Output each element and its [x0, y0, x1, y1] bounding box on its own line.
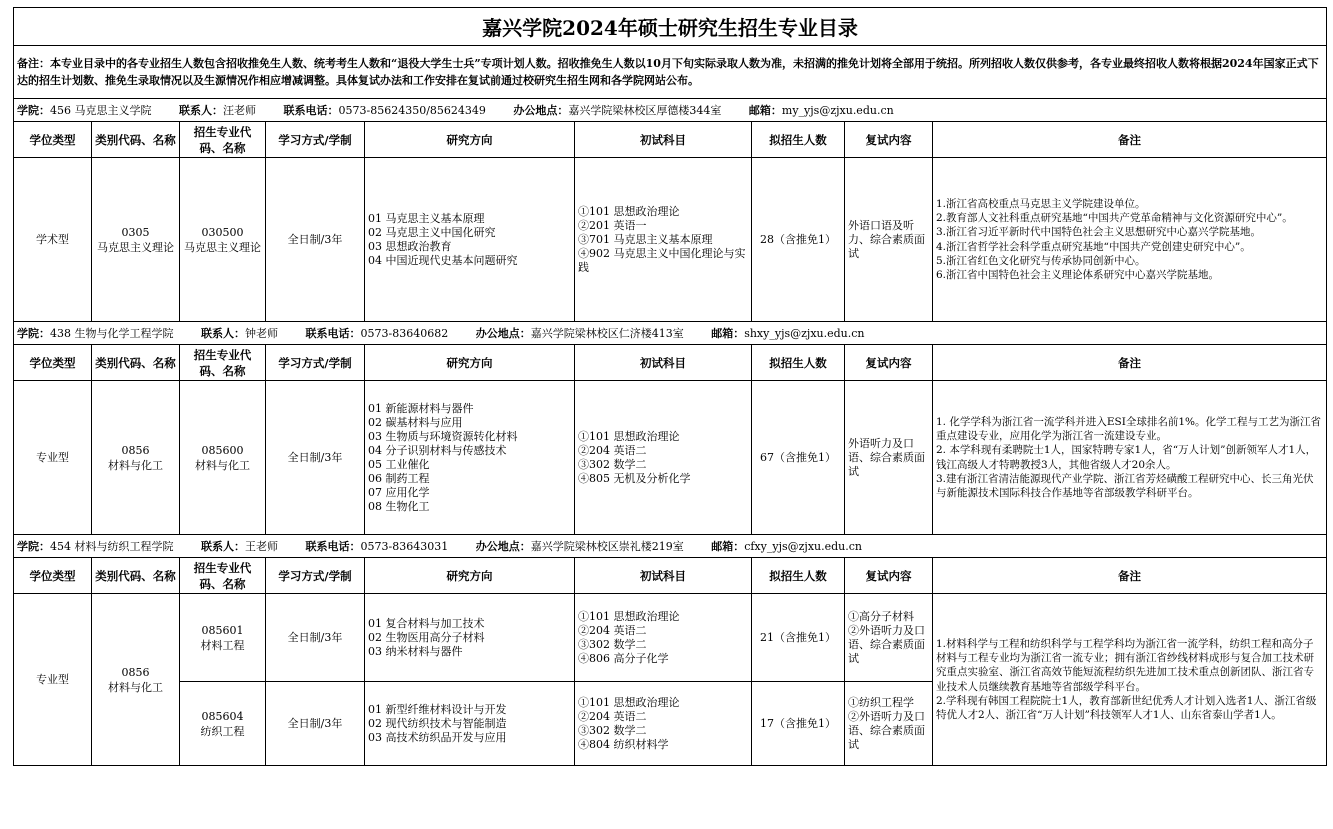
category-name: 材料与化工: [108, 458, 163, 472]
school-email: shxy_yjs@zjxu.edu.cn: [744, 327, 865, 340]
major-cell: [180, 594, 266, 682]
remark-item: 4.浙江省哲学社会科学重点研究基地“中国共产党创建史研究中心”。: [936, 240, 1251, 253]
direction-item: 01 复合材料与加工技术: [368, 616, 485, 630]
quota: 28（含推免1）: [752, 158, 845, 322]
header-cell: 备注: [933, 345, 1327, 381]
remark-item: 2. 本学科现有柔聘院士1人，国家特聘专家1人，省“万人计划”创新领军人才1人，钱江高级人才特聘教授3人，其他省级人才20余人。: [936, 444, 1317, 471]
study-mode: 全日制/3年: [266, 594, 365, 682]
school-name: 438 生物与化学工程学院: [50, 327, 174, 340]
contact-label: 联系人：: [179, 104, 223, 117]
direction-item: 04 分子识别材料与传感技术: [368, 443, 507, 457]
major-code: 085600: [201, 443, 244, 457]
major-cell: [180, 381, 266, 535]
direction-item: 03 纳米材料与器件: [368, 644, 463, 658]
category-cell: [92, 158, 180, 322]
exam-subjects: [575, 158, 752, 322]
header-cell: 研究方向: [365, 345, 575, 381]
school-office: 嘉兴学院梁林校区厚德楼344室: [568, 104, 722, 117]
header-cell: 学位类型: [14, 122, 92, 158]
major-code: 030500: [201, 225, 244, 239]
school-office: 嘉兴学院梁林校区崇礼楼219室: [530, 540, 684, 553]
direction-item: 02 马克思主义中国化研究: [368, 225, 496, 239]
office-label: 办公地点：: [475, 327, 531, 340]
phone-label: 联系电话：: [305, 540, 361, 553]
study-mode: 全日制/3年: [266, 158, 365, 322]
retest-content: 外语口语及听力、综合素质面试: [845, 158, 933, 322]
school-email: my_yjs@zjxu.edu.cn: [781, 104, 894, 117]
major-name: 材料与化工: [195, 458, 250, 472]
header-cell: 备注: [933, 122, 1327, 158]
header-cell: 招生专业代码、名称: [180, 345, 266, 381]
program-row: [14, 158, 1327, 322]
research-directions: [365, 381, 575, 535]
major-code: 085601: [201, 623, 244, 637]
school-email: cfxy_yjs@zjxu.edu.cn: [744, 540, 862, 553]
category-code: 0305: [121, 225, 150, 239]
exam-item: ④804 纺织材料学: [578, 737, 669, 751]
remark-item: 2.教育部人文社科重点研究基地“中国共产党革命精神与文化资源研究中心”。: [936, 212, 1293, 225]
school-contact: 钟老师: [245, 327, 278, 340]
school-info-row: [14, 99, 1327, 122]
header-cell: 研究方向: [365, 558, 575, 594]
header-cell: 招生专业代码、名称: [180, 122, 266, 158]
header-cell: 拟招生人数: [752, 558, 845, 594]
school-label: 学院：: [17, 327, 50, 340]
catalog-note: 备注：本专业目录中的各专业招生人数包含招收推免生人数、统考考生人数和“退役大学生士兵”专项计划人数。招收推免生人数以10月下旬实际录取人数为准，未招满的推免计划将全部用于统招。所列招收人数仅供参考，各专业最终招收人数将根据2024年国家正式下达的招生计划数、推免生录取情况以及生源情况作相应增减调整。具体复试办法和工作安排在复试前通过校研究生招生网和各学院网站公布。: [14, 46, 1327, 99]
retest-content: [845, 594, 933, 682]
direction-item: 03 思想政治教育: [368, 239, 452, 253]
degree-type: 专业型: [14, 594, 92, 766]
direction-item: 03 高技术纺织品开发与应用: [368, 730, 507, 744]
exam-item: ④902 马克思主义中国化理论与实践: [578, 246, 746, 274]
category-cell: [92, 594, 180, 766]
exam-subjects: [575, 381, 752, 535]
page-title: 嘉兴学院2024年硕士研究生招生专业目录: [14, 8, 1327, 46]
header-cell: 研究方向: [365, 122, 575, 158]
direction-item: 01 新能源材料与器件: [368, 401, 474, 415]
contact-label: 联系人：: [201, 540, 245, 553]
category-code: 0856: [121, 443, 150, 457]
direction-item: 03 生物质与环境资源转化材料: [368, 429, 518, 443]
quota: 21（含推免1）: [752, 594, 845, 682]
school-phone: 0573-85624350/85624349: [338, 104, 486, 117]
remarks-cell: [933, 381, 1327, 535]
direction-item: 02 现代纺织技术与智能制造: [368, 716, 507, 730]
major-code: 085604: [201, 709, 244, 723]
direction-item: 01 新型纤维材料设计与开发: [368, 702, 507, 716]
exam-item: ②204 英语二: [578, 623, 647, 637]
category-cell: [92, 381, 180, 535]
major-name: 材料工程: [200, 638, 245, 652]
exam-subjects: [575, 682, 752, 766]
study-mode: 全日制/3年: [266, 381, 365, 535]
header-cell: 初试科目: [575, 122, 752, 158]
contact-label: 联系人：: [201, 327, 245, 340]
school-name: 454 材料与纺织工程学院: [50, 540, 174, 553]
header-cell: 备注: [933, 558, 1327, 594]
exam-item: ②204 英语二: [578, 443, 647, 457]
direction-item: 01 马克思主义基本原理: [368, 211, 485, 225]
exam-item: ④805 无机及分析化学: [578, 471, 691, 485]
exam-item: ①101 思想政治理论: [578, 429, 680, 443]
retest-item: ①高分子材料: [848, 609, 914, 623]
research-directions: [365, 682, 575, 766]
header-cell: 学位类型: [14, 345, 92, 381]
header-cell: 类别代码、名称: [92, 122, 180, 158]
remarks-cell: [933, 594, 1327, 766]
category-name: 材料与化工: [108, 680, 163, 694]
remark-item: 3.浙江省习近平新时代中国特色社会主义思想研究中心嘉兴学院基地。: [936, 226, 1262, 239]
school-office: 嘉兴学院梁林校区仁济楼413室: [530, 327, 684, 340]
exam-item: ③302 数学二: [578, 457, 647, 471]
category-name: 马克思主义理论: [97, 240, 174, 254]
quota: 17（含推免1）: [752, 682, 845, 766]
remark-item: 5.浙江省红色文化研究与传承协同创新中心。: [936, 254, 1146, 267]
major-cell: [180, 682, 266, 766]
phone-label: 联系电话：: [305, 327, 361, 340]
header-cell: 拟招生人数: [752, 122, 845, 158]
remark-item: 1.材料科学与工程和纺织科学与工程学科均为浙江省一流学科，纺织工程和高分子材料与工程专业均为浙江省一流专业；拥有浙江省纱线材料成形与复合加工技术研究重点实验室、浙江省高效节能短流程纺织先进加工技术重点创新团队、浙江省专业技术人员继续教育基地等省部级学科平台。: [936, 637, 1314, 693]
direction-item: 06 制药工程: [368, 471, 430, 485]
header-cell: 招生专业代码、名称: [180, 558, 266, 594]
header-cell: 类别代码、名称: [92, 558, 180, 594]
study-mode: 全日制/3年: [266, 682, 365, 766]
phone-label: 联系电话：: [283, 104, 339, 117]
header-cell: 类别代码、名称: [92, 345, 180, 381]
exam-item: ①101 思想政治理论: [578, 204, 680, 218]
direction-item: 07 应用化学: [368, 485, 430, 499]
research-directions: [365, 158, 575, 322]
remarks-cell: [933, 158, 1327, 322]
exam-item: ③701 马克思主义基本原理: [578, 232, 713, 246]
school-phone: 0573-83640682: [360, 327, 449, 340]
major-name: 马克思主义理论: [184, 240, 261, 254]
school-contact: 汪老师: [223, 104, 256, 117]
direction-item: 08 生物化工: [368, 499, 430, 513]
major-cell: [180, 158, 266, 322]
header-row: [14, 558, 1327, 594]
research-directions: [365, 594, 575, 682]
remark-item: 6.浙江省中国特色社会主义理论体系研究中心嘉兴学院基地。: [936, 268, 1220, 281]
remark-item: 3.建有浙江省清洁能源现代产业学院、浙江省芳烃磺酸工程研究中心、长三角光伏与新能源技术国际科技合作基地等省部级教学科研平台。: [936, 472, 1314, 499]
remark-item: 1. 化学学科为浙江省一流学科并进入ESI全球排名前1%。化学工程与工艺为浙江省重点建设专业，应用化学为浙江省一流建设专业。: [936, 415, 1322, 443]
header-cell: 学习方式/学制: [266, 345, 365, 381]
header-cell: 拟招生人数: [752, 345, 845, 381]
school-info-row: [14, 322, 1327, 345]
direction-item: 02 碳基材料与应用: [368, 415, 463, 429]
exam-item: ①101 思想政治理论: [578, 609, 680, 623]
direction-item: 02 生物医用高分子材料: [368, 630, 485, 644]
exam-item: ①101 思想政治理论: [578, 695, 680, 709]
category-code: 0856: [121, 665, 150, 679]
email-label: 邮箱：: [711, 327, 745, 340]
retest-content: [845, 682, 933, 766]
remark-item: 2.学科现有韩国工程院院士1人，教育部新世纪优秀人才计划入选者1人、浙江省级特优人才2人、浙江省“万人计划”科技领军人才1人、山东省泰山学者1人。: [936, 694, 1317, 721]
retest-item: ②外语听力及口语、综合素质面试: [848, 623, 925, 665]
program-row: [14, 381, 1327, 535]
school-label: 学院：: [17, 540, 50, 553]
direction-item: 05 工业催化: [368, 457, 430, 471]
remark-item: 1.浙江省高校重点马克思主义学院建设单位。: [936, 197, 1146, 210]
school-phone: 0573-83643031: [360, 540, 449, 553]
school-name: 456 马克思主义学院: [50, 104, 152, 117]
header-row: [14, 122, 1327, 158]
header-cell: 复试内容: [845, 122, 933, 158]
school-info-row: [14, 535, 1327, 558]
header-cell: 初试科目: [575, 558, 752, 594]
school-contact: 王老师: [245, 540, 278, 553]
exam-item: ④806 高分子化学: [578, 651, 669, 665]
program-row: [14, 594, 1327, 682]
header-cell: 学习方式/学制: [266, 558, 365, 594]
catalog-table: [13, 7, 1327, 766]
header-row: [14, 345, 1327, 381]
retest-content: 外语听力及口语、综合素质面试: [845, 381, 933, 535]
header-cell: 学位类型: [14, 558, 92, 594]
office-label: 办公地点：: [513, 104, 569, 117]
exam-item: ③302 数学二: [578, 723, 647, 737]
email-label: 邮箱：: [748, 104, 782, 117]
exam-subjects: [575, 594, 752, 682]
exam-item: ②204 英语二: [578, 709, 647, 723]
major-name: 纺织工程: [200, 724, 245, 738]
school-label: 学院：: [17, 104, 50, 117]
exam-item: ③302 数学二: [578, 637, 647, 651]
header-cell: 复试内容: [845, 558, 933, 594]
header-cell: 初试科目: [575, 345, 752, 381]
exam-item: ②201 英语一: [578, 218, 647, 232]
header-cell: 复试内容: [845, 345, 933, 381]
retest-item: ①纺织工程学: [848, 695, 914, 709]
quota: 67（含推免1）: [752, 381, 845, 535]
retest-item: ②外语听力及口语、综合素质面试: [848, 709, 925, 751]
header-cell: 学习方式/学制: [266, 122, 365, 158]
office-label: 办公地点：: [475, 540, 531, 553]
direction-item: 04 中国近现代史基本问题研究: [368, 253, 518, 267]
degree-type: 学术型: [14, 158, 92, 322]
email-label: 邮箱：: [711, 540, 745, 553]
degree-type: 专业型: [14, 381, 92, 535]
